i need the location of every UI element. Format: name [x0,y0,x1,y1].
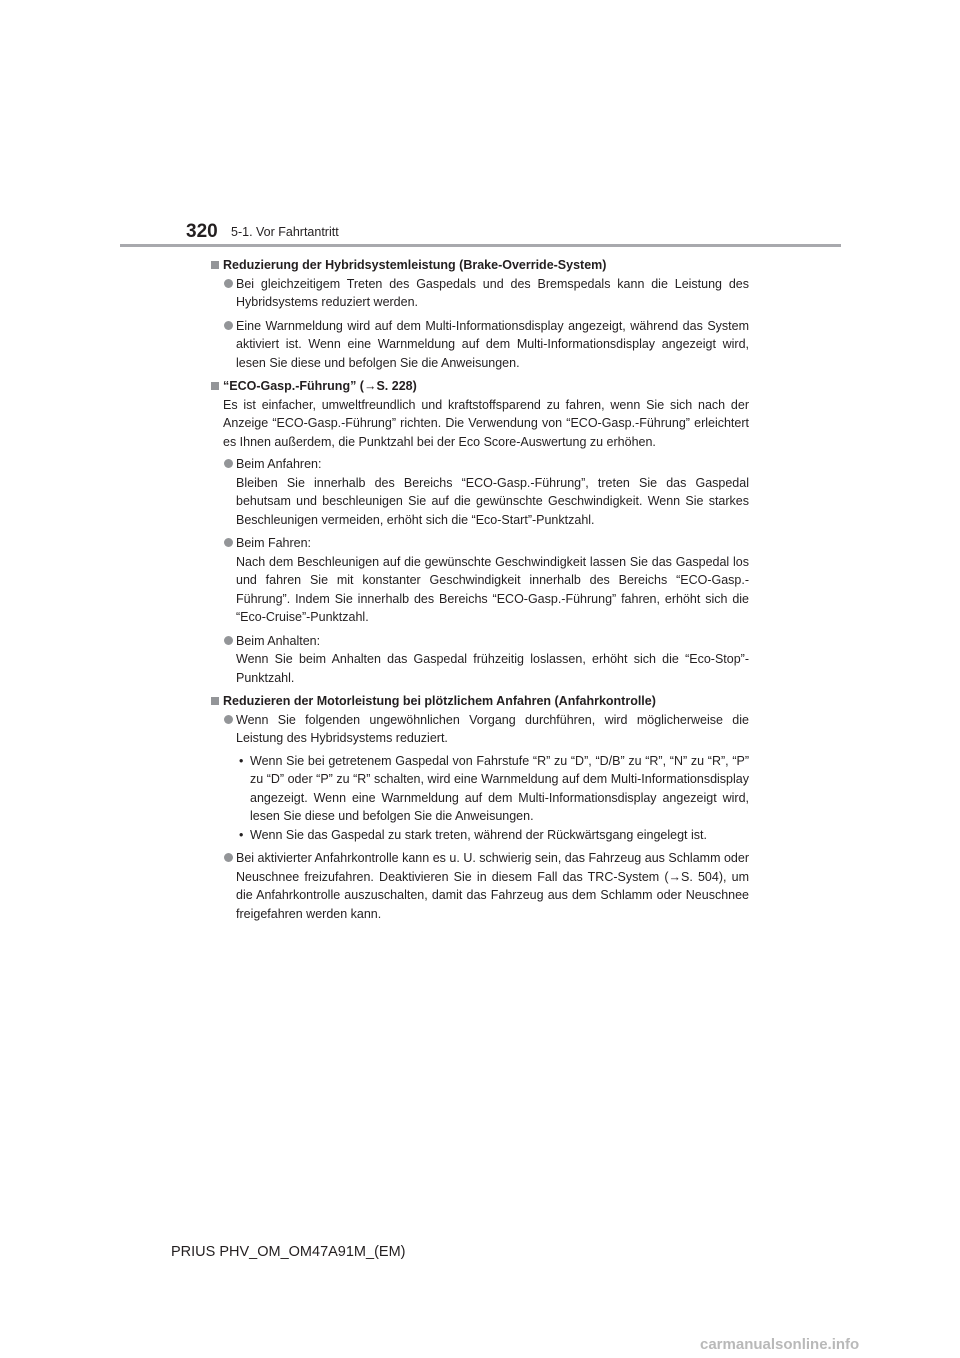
bullet-label: Beim Anhalten: [236,633,321,648]
bullet-text: Bei aktivierter Anfahrkontrolle kann es u. U. schwierig sein, das Fahrzeug aus Schlamm oder Neuschnee freizufahren. Deaktivieren Sie in diesem Fall das TRC-System (→S. 504), um die Anfahrkontrolle auszuschalten, damit das Fahrzeug aus dem Schlamm oder Neuschnee freigefahren werden kann. [236,851,749,921]
bullet-text: Bleiben Sie innerhalb des Bereichs “ECO-Gasp.-Führung”, treten Sie das Gaspedal behutsam und beschleunigen Sie auf die gewünschte Geschwindigkeit. Wenn Sie starkes Beschleunigen vermeiden, erhöht sich die “Eco-Start”-Punktzahl. [236,475,749,527]
page-content [211,256,749,928]
list-item [223,849,749,923]
sub-item-text: Wenn Sie bei getretenem Gaspedal von Fahrstufe “R” zu “D”, “D/B” zu “R”, “N” zu “R”, “P” zu “D” oder “P” zu “R” schalten, wird eine Warnmeldung auf dem Multi-Informationsdisplay angezeigt. Wenn eine Warnmeldung auf dem Multi-Informationsdisplay angezeigt wird, lesen Sie diese und befolgen Sie die Anweisungen. [250,753,749,823]
section-title: Reduzieren der Motorleistung bei plötzlichem Anfahren (Anfahrkontrolle) [223,694,656,708]
page-number: 320 [186,221,218,242]
list-item [223,534,749,627]
square-bullet-icon [211,382,219,390]
square-bullet-icon [211,261,219,269]
section-intro: Es ist einfacher, umweltfreundlich und kraftstoffsparend zu fahren, wenn Sie sich nach der Anzeige “ECO-Gasp.-Führung” richten. Die Verwendung von “ECO-Gasp.-Führung” erleichtert es Ihnen außerdem, die Punktzahl bei der Eco Score-Auswertung zu erhöhen. [223,397,749,449]
bullet-text: Bei gleichzeitigem Treten des Gaspedals und des Bremspedals kann die Leistung des Hybridsystems reduziert werden. [236,276,749,309]
circle-bullet-icon [224,715,233,724]
bullet-text: Wenn Sie folgenden ungewöhnlichen Vorgang durchführen, wird möglicherweise die Leistung des Hybridsystems reduziert. [236,712,749,745]
list-item [223,632,749,688]
sub-list-item [236,752,749,826]
list-item [223,275,749,312]
section-title: Reduzierung der Hybridsystemleistung (Brake-Override-System) [223,258,607,272]
bullet-label: Beim Fahren: [236,536,312,550]
circle-bullet-icon [224,459,233,468]
section-eco-guide [211,377,749,687]
section-brake-override [211,256,749,372]
small-bullet-icon: • [239,753,244,768]
square-bullet-icon [211,697,219,705]
bullet-text: Eine Warnmeldung wird auf dem Multi-Informationsdisplay angezeigt, während das System aktiviert ist. Wenn eine Warnmeldung auf dem Multi-Informationsdisplay angezeigt wird, lesen Sie diese und befolgen Sie die Anweisungen. [236,318,749,370]
watermark: carmanualsonline.info [700,1336,860,1353]
circle-bullet-icon [224,853,233,862]
sub-item-text: Wenn Sie das Gaspedal zu stark treten, während der Rückwärtsgang eingelegt ist. [250,827,707,842]
sub-list-item [236,826,749,845]
bullet-text: Wenn Sie beim Anhalten das Gaspedal frühzeitig loslassen, erhöht sich die “Eco-Stop”-Punktzahl. [236,652,749,685]
circle-bullet-icon [224,321,233,330]
circle-bullet-icon [224,636,233,645]
section-title: “ECO-Gasp.-Führung” (→S. 228) [223,379,417,393]
list-item [223,711,749,845]
list-item [223,455,749,529]
circle-bullet-icon [224,279,233,288]
circle-bullet-icon [224,538,233,547]
chapter-title: 5-1. Vor Fahrtantritt [231,225,339,239]
header-divider [120,244,841,247]
bullet-label: Beim Anfahren: [236,457,322,471]
small-bullet-icon: • [239,827,244,842]
document-code: PRIUS PHV_OM_OM47A91M_(EM) [171,1244,406,1260]
bullet-text: Nach dem Beschleunigen auf die gewünschte Geschwindigkeit lassen Sie das Gaspedal los und fahren Sie mit konstanter Geschwindigkeit innerhalb des Bereichs “ECO-Gasp.-Führung”. Indem Sie innerhalb des Bereichs “ECO-Gasp.-Führung” fahren, erhöht sich die “Eco-Cruise”-Punktzahl. [236,554,749,624]
section-launch-control [211,692,749,923]
list-item [223,317,749,373]
sub-list [236,752,749,845]
